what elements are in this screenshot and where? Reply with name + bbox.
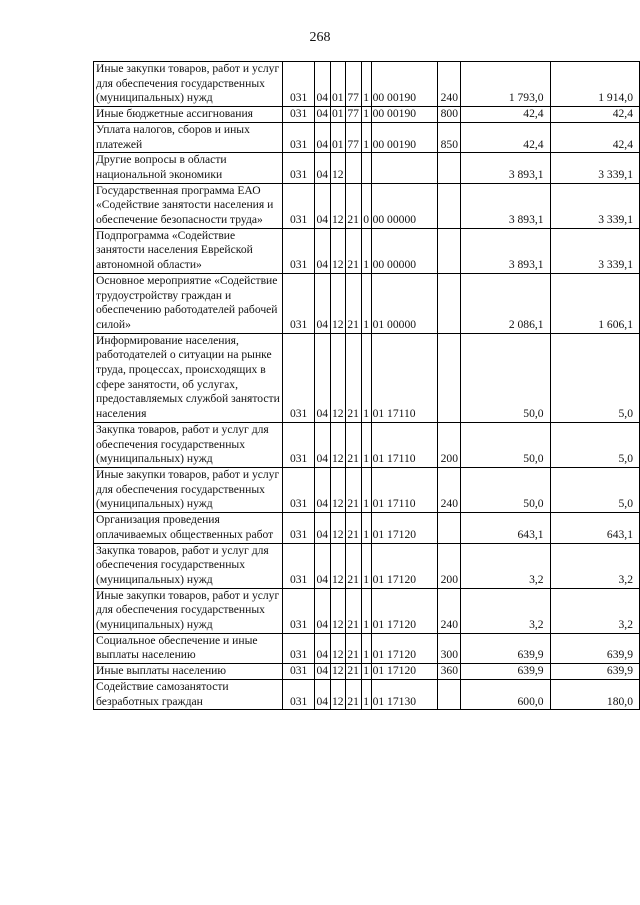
cell-grbs: 031 (283, 543, 314, 588)
table-row (94, 122, 640, 152)
cell-expense-type (438, 333, 461, 422)
cell-target-article: 00 00190 (371, 107, 438, 123)
cell-expense-type: 360 (438, 664, 461, 680)
cell-program: 21 (345, 633, 361, 663)
cell-target-article: 01 17110 (371, 422, 438, 467)
cell-amount-2: 1 606,1 (550, 273, 639, 333)
cell-name: Содействие самозанятости безработных граждан (94, 679, 283, 709)
table-row (94, 333, 640, 422)
cell-program: 21 (345, 513, 361, 543)
cell-amount-1: 3 893,1 (461, 153, 550, 183)
table-row (94, 107, 640, 123)
cell-amount-2: 3,2 (550, 543, 639, 588)
cell-amount-2: 3,2 (550, 588, 639, 633)
cell-expense-type: 850 (438, 122, 461, 152)
cell-section: 04 (314, 422, 330, 467)
cell-amount-1: 2 086,1 (461, 273, 550, 333)
cell-subprogram: 1 (361, 467, 371, 512)
cell-target-article (371, 153, 438, 183)
cell-subprogram: 1 (361, 62, 371, 107)
budget-table (93, 61, 640, 710)
table-row (94, 664, 640, 680)
cell-subprogram: 1 (361, 122, 371, 152)
cell-subsection: 12 (330, 679, 345, 709)
cell-expense-type: 200 (438, 543, 461, 588)
cell-name: Другие вопросы в области национальной экономики (94, 153, 283, 183)
cell-name: Иные закупки товаров, работ и услуг для обеспечения государственных (муниципальных) нужд (94, 588, 283, 633)
cell-grbs: 031 (283, 679, 314, 709)
cell-amount-1: 50,0 (461, 467, 550, 512)
cell-amount-1: 3,2 (461, 543, 550, 588)
cell-name: Организация проведения оплачиваемых общественных работ (94, 513, 283, 543)
cell-subsection: 12 (330, 228, 345, 273)
cell-amount-2: 3 339,1 (550, 183, 639, 228)
cell-section: 04 (314, 588, 330, 633)
cell-subprogram: 1 (361, 633, 371, 663)
cell-target-article: 01 17120 (371, 513, 438, 543)
cell-grbs: 031 (283, 664, 314, 680)
table-row (94, 153, 640, 183)
cell-target-article: 01 17120 (371, 633, 438, 663)
cell-name: Иные закупки товаров, работ и услуг для обеспечения государственных (муниципальных) нужд (94, 467, 283, 512)
cell-program: 21 (345, 679, 361, 709)
cell-amount-2: 643,1 (550, 513, 639, 543)
cell-amount-2: 639,9 (550, 633, 639, 663)
cell-program: 77 (345, 122, 361, 152)
cell-amount-2: 639,9 (550, 664, 639, 680)
cell-grbs: 031 (283, 588, 314, 633)
cell-section: 04 (314, 467, 330, 512)
cell-program: 21 (345, 422, 361, 467)
cell-section: 04 (314, 543, 330, 588)
cell-amount-2: 3 339,1 (550, 228, 639, 273)
cell-subsection: 01 (330, 62, 345, 107)
cell-target-article: 01 17120 (371, 543, 438, 588)
cell-subsection: 12 (330, 273, 345, 333)
cell-grbs: 031 (283, 62, 314, 107)
cell-program: 21 (345, 333, 361, 422)
cell-target-article: 00 00190 (371, 122, 438, 152)
cell-expense-type: 240 (438, 467, 461, 512)
cell-name: Уплата налогов, сборов и иных платежей (94, 122, 283, 152)
cell-expense-type (438, 679, 461, 709)
cell-grbs: 031 (283, 122, 314, 152)
cell-amount-1: 1 793,0 (461, 62, 550, 107)
cell-subprogram: 1 (361, 664, 371, 680)
cell-target-article: 01 00000 (371, 273, 438, 333)
cell-amount-1: 42,4 (461, 122, 550, 152)
cell-subsection: 12 (330, 513, 345, 543)
cell-section: 04 (314, 333, 330, 422)
cell-name: Иные выплаты населению (94, 664, 283, 680)
cell-target-article: 00 00000 (371, 183, 438, 228)
table-row (94, 228, 640, 273)
cell-subsection: 12 (330, 422, 345, 467)
cell-program: 77 (345, 107, 361, 123)
cell-program: 21 (345, 664, 361, 680)
cell-amount-1: 643,1 (461, 513, 550, 543)
cell-name: Подпрограмма «Содействие занятости населения Еврейской автономной области» (94, 228, 283, 273)
cell-expense-type (438, 183, 461, 228)
table-row (94, 679, 640, 709)
cell-section: 04 (314, 122, 330, 152)
cell-expense-type (438, 513, 461, 543)
table-row (94, 422, 640, 467)
cell-section: 04 (314, 273, 330, 333)
cell-name: Основное мероприятие «Содействие трудоустройству граждан и обеспечению работодателей рабочей силой» (94, 273, 283, 333)
table-row (94, 467, 640, 512)
cell-amount-1: 600,0 (461, 679, 550, 709)
cell-section: 04 (314, 664, 330, 680)
cell-subsection: 12 (330, 467, 345, 512)
cell-expense-type (438, 153, 461, 183)
cell-amount-1: 42,4 (461, 107, 550, 123)
cell-amount-1: 3,2 (461, 588, 550, 633)
cell-amount-1: 639,9 (461, 664, 550, 680)
cell-name: Закупка товаров, работ и услуг для обеспечения государственных (муниципальных) нужд (94, 543, 283, 588)
cell-target-article: 01 17120 (371, 588, 438, 633)
page-number: 268 (309, 30, 331, 45)
cell-grbs: 031 (283, 153, 314, 183)
cell-amount-1: 3 893,1 (461, 183, 550, 228)
cell-amount-2: 5,0 (550, 333, 639, 422)
cell-amount-2: 42,4 (550, 122, 639, 152)
cell-subprogram: 1 (361, 422, 371, 467)
cell-expense-type: 200 (438, 422, 461, 467)
cell-name: Закупка товаров, работ и услуг для обеспечения государственных (муниципальных) нужд (94, 422, 283, 467)
cell-amount-1: 639,9 (461, 633, 550, 663)
cell-subsection: 12 (330, 543, 345, 588)
cell-grbs: 031 (283, 633, 314, 663)
cell-section: 04 (314, 633, 330, 663)
cell-grbs: 031 (283, 467, 314, 512)
cell-section: 04 (314, 153, 330, 183)
table-row (94, 588, 640, 633)
cell-grbs: 031 (283, 107, 314, 123)
cell-amount-2: 3 339,1 (550, 153, 639, 183)
cell-expense-type: 800 (438, 107, 461, 123)
cell-subprogram: 1 (361, 679, 371, 709)
cell-subprogram: 1 (361, 107, 371, 123)
cell-name: Информирование населения, работодателей о ситуации на рынке труда, процессах, происходящих в сфере занятости, об услугах, предоставляемых службой занятости населения (94, 333, 283, 422)
cell-target-article: 01 17130 (371, 679, 438, 709)
table-row (94, 273, 640, 333)
cell-subsection: 12 (330, 183, 345, 228)
cell-program: 21 (345, 273, 361, 333)
cell-grbs: 031 (283, 333, 314, 422)
cell-target-article: 01 17110 (371, 467, 438, 512)
table-row (94, 183, 640, 228)
cell-program: 77 (345, 62, 361, 107)
cell-subprogram: 1 (361, 543, 371, 588)
cell-target-article: 01 17110 (371, 333, 438, 422)
cell-program: 21 (345, 228, 361, 273)
cell-subprogram: 1 (361, 333, 371, 422)
cell-grbs: 031 (283, 273, 314, 333)
cell-program (345, 153, 361, 183)
cell-expense-type: 240 (438, 62, 461, 107)
cell-amount-1: 3 893,1 (461, 228, 550, 273)
cell-subprogram: 1 (361, 228, 371, 273)
cell-name: Иные бюджетные ассигнования (94, 107, 283, 123)
cell-name: Иные закупки товаров, работ и услуг для обеспечения государственных (муниципальных) нужд (94, 62, 283, 107)
cell-amount-2: 5,0 (550, 467, 639, 512)
cell-expense-type: 300 (438, 633, 461, 663)
cell-section: 04 (314, 107, 330, 123)
cell-subprogram (361, 153, 371, 183)
cell-subprogram: 1 (361, 273, 371, 333)
cell-target-article: 01 17120 (371, 664, 438, 680)
cell-subsection: 12 (330, 633, 345, 663)
cell-subprogram: 0 (361, 183, 371, 228)
cell-name: Государственная программа ЕАО «Содействие занятости населения и обеспечение безопасности труда» (94, 183, 283, 228)
cell-subprogram: 1 (361, 588, 371, 633)
cell-section: 04 (314, 228, 330, 273)
cell-grbs: 031 (283, 513, 314, 543)
table-body (94, 62, 640, 710)
cell-expense-type (438, 228, 461, 273)
cell-grbs: 031 (283, 422, 314, 467)
cell-subprogram: 1 (361, 513, 371, 543)
cell-section: 04 (314, 183, 330, 228)
cell-subsection: 12 (330, 664, 345, 680)
cell-amount-2: 180,0 (550, 679, 639, 709)
cell-amount-2: 42,4 (550, 107, 639, 123)
cell-program: 21 (345, 467, 361, 512)
table-row (94, 62, 640, 107)
table-row (94, 513, 640, 543)
table-row (94, 633, 640, 663)
cell-grbs: 031 (283, 183, 314, 228)
cell-subsection: 01 (330, 122, 345, 152)
cell-target-article: 00 00190 (371, 62, 438, 107)
cell-program: 21 (345, 543, 361, 588)
cell-expense-type (438, 273, 461, 333)
cell-amount-1: 50,0 (461, 333, 550, 422)
cell-subsection: 12 (330, 153, 345, 183)
cell-amount-2: 1 914,0 (550, 62, 639, 107)
cell-expense-type: 240 (438, 588, 461, 633)
cell-program: 21 (345, 588, 361, 633)
cell-section: 04 (314, 513, 330, 543)
table-row (94, 543, 640, 588)
cell-subsection: 01 (330, 107, 345, 123)
cell-amount-2: 5,0 (550, 422, 639, 467)
cell-section: 04 (314, 62, 330, 107)
cell-name: Социальное обеспечение и иные выплаты населению (94, 633, 283, 663)
cell-amount-1: 50,0 (461, 422, 550, 467)
cell-target-article: 00 00000 (371, 228, 438, 273)
cell-subsection: 12 (330, 333, 345, 422)
cell-subsection: 12 (330, 588, 345, 633)
cell-program: 21 (345, 183, 361, 228)
cell-section: 04 (314, 679, 330, 709)
cell-grbs: 031 (283, 228, 314, 273)
